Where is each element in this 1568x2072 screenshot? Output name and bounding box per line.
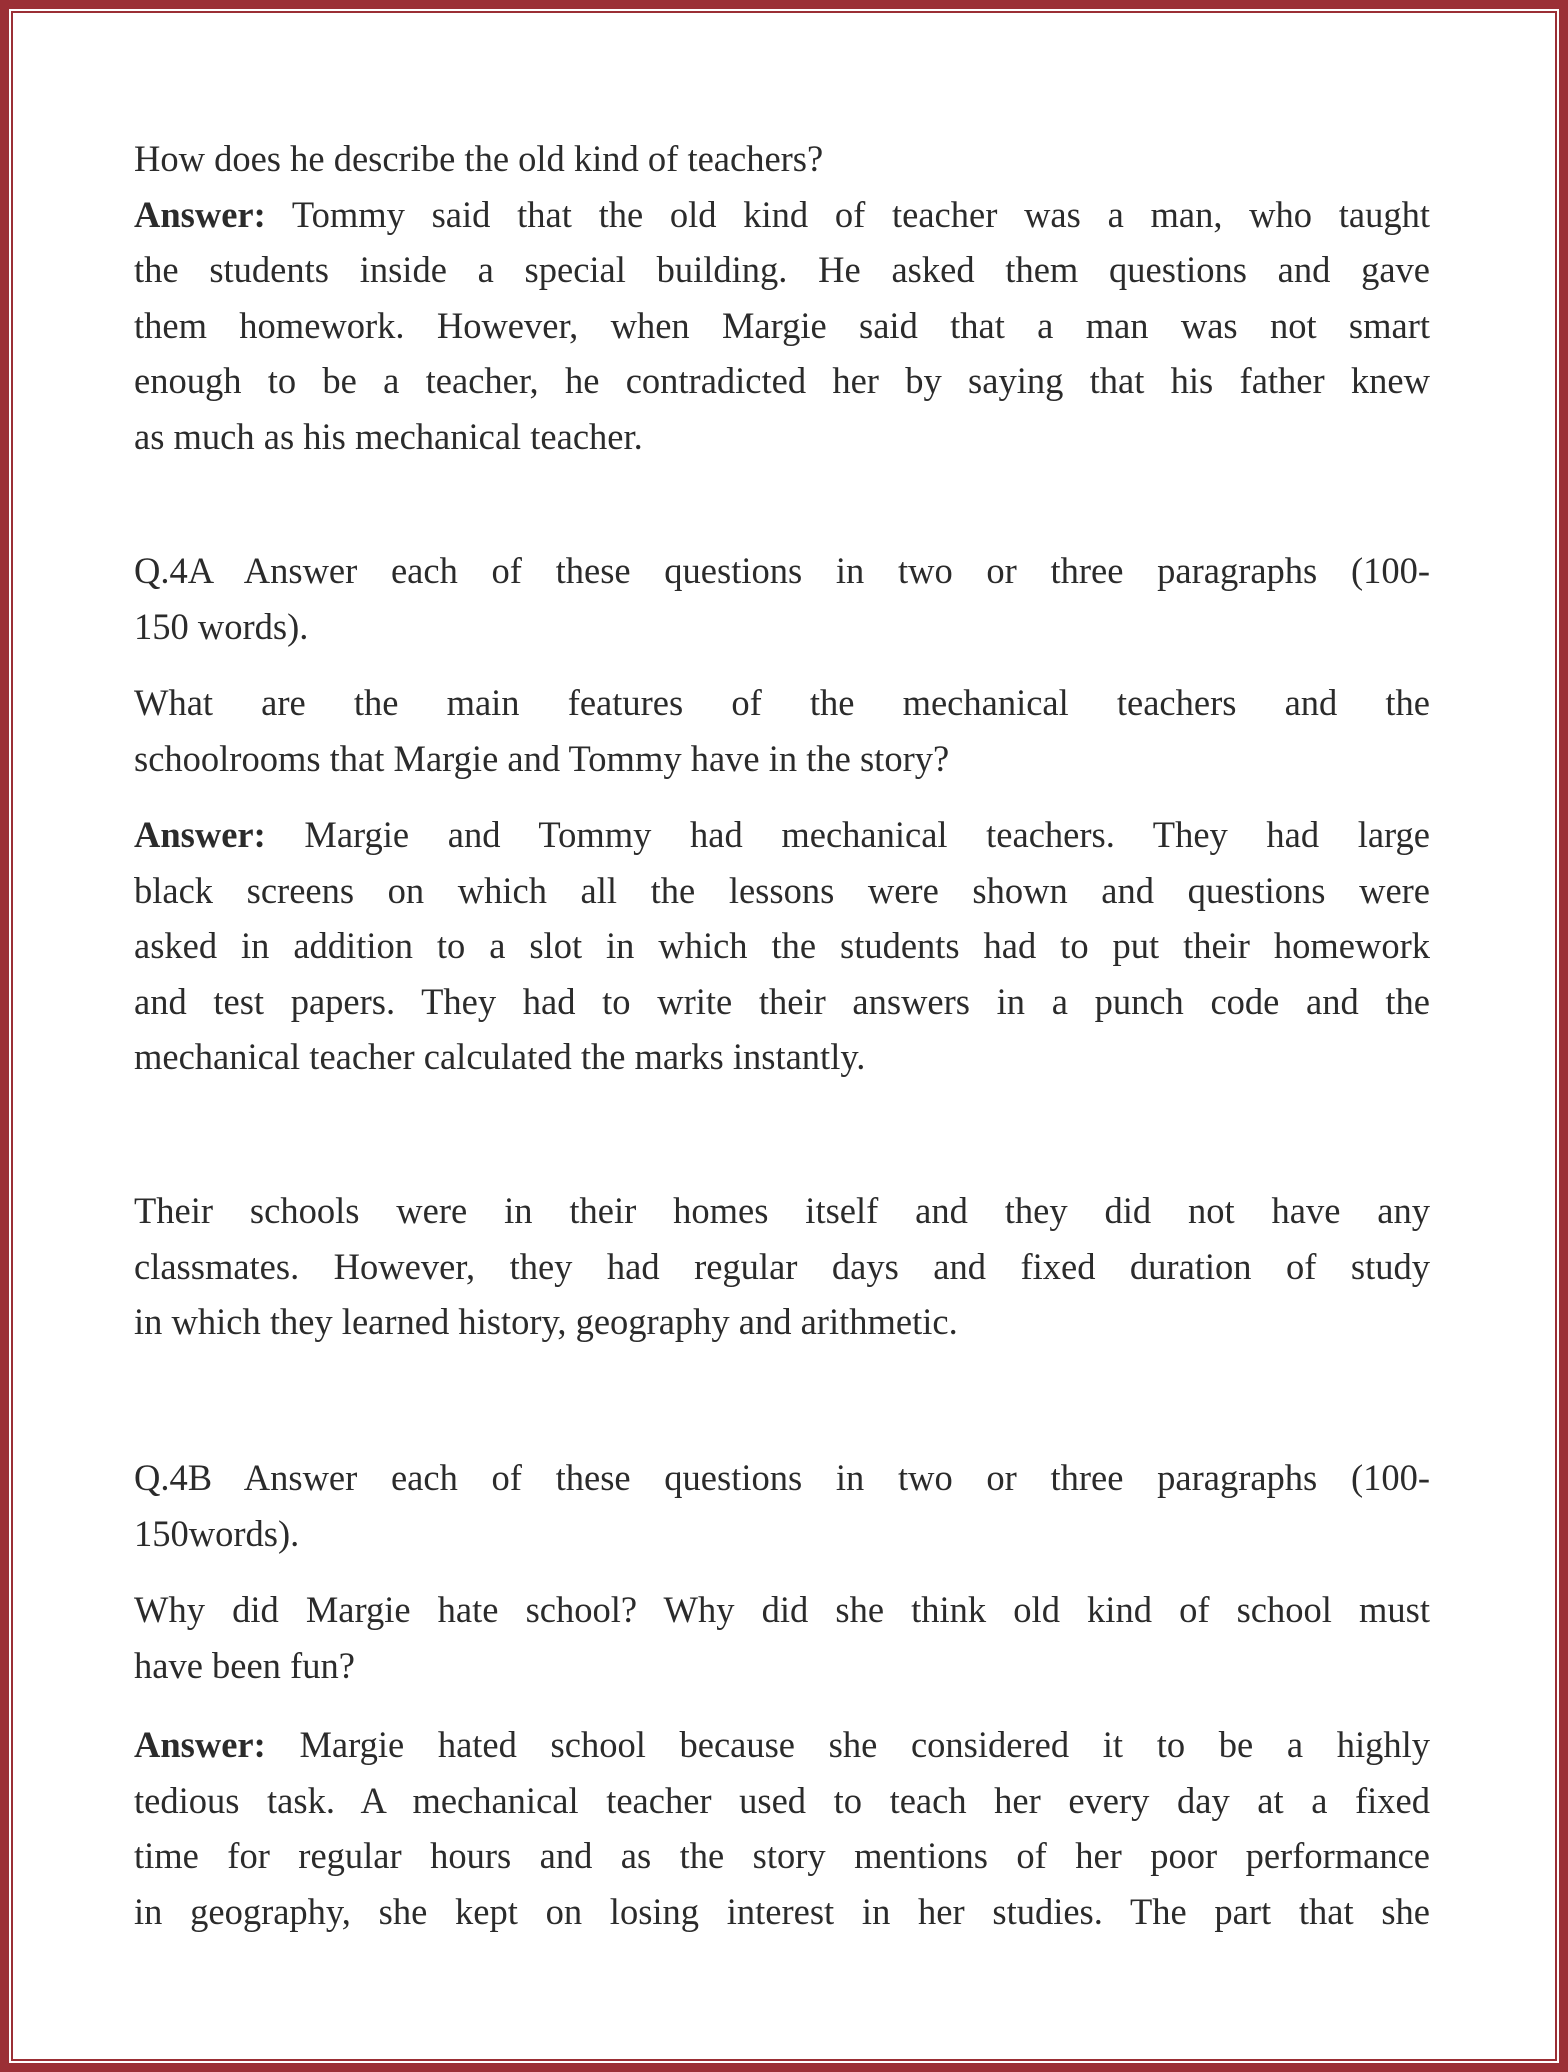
- text-line: [134, 409, 1430, 465]
- text-line-content: them homework. However, when Margie said that a man was not smart: [134, 304, 1430, 346]
- text-line-content: Margie and Tommy had mechanical teachers. They had large: [265, 814, 1430, 855]
- text-line-content: schoolrooms that Margie and Tommy have in the story?: [134, 737, 950, 779]
- text-line: [134, 1773, 1430, 1829]
- q4b-heading: [134, 1450, 1430, 1561]
- text-line-content: Margie hated school because she considered it to be a highly: [265, 1724, 1430, 1765]
- text-line: [134, 1884, 1430, 1940]
- text-line: [134, 807, 1430, 863]
- text-line: [134, 863, 1430, 919]
- text-line: [134, 599, 1430, 655]
- question-mechanical-teachers: [134, 675, 1430, 786]
- text-line-content: asked in addition to a slot in which the students had to put their homework: [134, 925, 1430, 966]
- text-line-content: Why did Margie hate school? Why did she think old kind of school must: [134, 1589, 1430, 1630]
- text-line-content: enough to be a teacher, he contradicted her by saying that his father knew: [134, 360, 1430, 401]
- text-line: [134, 1638, 1430, 1694]
- text-line: [134, 1029, 1430, 1085]
- answer-label: Answer:: [134, 814, 266, 855]
- text-line-content: Their schools were in their homes itself and they did not have any: [134, 1190, 1430, 1231]
- text-line-content: Tommy said that the old kind of teacher was a man, who taught: [265, 193, 1430, 235]
- text-line-content: mechanical teacher calculated the marks instantly.: [134, 1036, 866, 1077]
- text-line: [134, 543, 1430, 599]
- answer-margie-hate-school: [134, 1717, 1430, 1939]
- answer-mechanical-teachers-continued: [134, 1183, 1430, 1350]
- text-line: [134, 974, 1430, 1030]
- text-line: [134, 1450, 1430, 1506]
- text-line: [134, 1828, 1430, 1884]
- text-line-content: 150 words).: [134, 605, 309, 647]
- text-line-content: 150words).: [134, 1512, 300, 1554]
- question-margie-hate-school: [134, 1582, 1430, 1693]
- text-line: [134, 1717, 1430, 1773]
- answer-old-teachers: [134, 187, 1430, 465]
- text-line: [134, 1294, 1430, 1350]
- text-line-content: time for regular hours and as the story mentions of her poor performance: [134, 1835, 1430, 1876]
- text-line-content: classmates. However, they had regular days and fixed duration of study: [134, 1245, 1430, 1287]
- text-line: [134, 1239, 1430, 1295]
- text-line: [134, 131, 1430, 187]
- text-line-content: in geography, she kept on losing interest in her studies. The part that she: [134, 1890, 1430, 1932]
- q4a-heading: [134, 543, 1430, 654]
- text-line-content: Q.4B Answer each of these questions in two or three paragraphs (100-: [134, 1457, 1430, 1498]
- text-line: [134, 731, 1430, 787]
- text-line: [134, 1506, 1430, 1562]
- text-line-content: Q.4A Answer each of these questions in two or three paragraphs (100-: [134, 550, 1430, 591]
- answer-label: Answer:: [134, 1724, 266, 1765]
- text-line: [134, 675, 1430, 731]
- text-line: [134, 353, 1430, 409]
- text-line-content: black screens on which all the lessons were shown and questions were: [134, 869, 1430, 911]
- answer-mechanical-teachers: [134, 807, 1430, 1085]
- text-line-content: How does he describe the old kind of teachers?: [134, 138, 824, 179]
- answer-label: Answer:: [134, 193, 266, 235]
- text-line: [134, 187, 1430, 243]
- text-line: [134, 298, 1430, 354]
- text-line-content: and test papers. They had to write their answers in a punch code and the: [134, 980, 1430, 1022]
- text-line: [134, 242, 1430, 298]
- text-line-content: have been fun?: [134, 1644, 355, 1686]
- text-line-content: in which they learned history, geography and arithmetic.: [134, 1301, 958, 1342]
- text-line-content: the students inside a special building. He asked them questions and gave: [134, 249, 1430, 290]
- text-line: [134, 918, 1430, 974]
- text-line-content: as much as his mechanical teacher.: [134, 415, 643, 457]
- question-old-teachers: [134, 131, 1430, 187]
- text-line: [134, 1183, 1430, 1239]
- text-line-content: What are the main features of the mechanical teachers and the: [134, 682, 1430, 723]
- text-line-content: tedious task. A mechanical teacher used to teach her every day at a fixed: [134, 1779, 1430, 1821]
- text-line: [134, 1582, 1430, 1638]
